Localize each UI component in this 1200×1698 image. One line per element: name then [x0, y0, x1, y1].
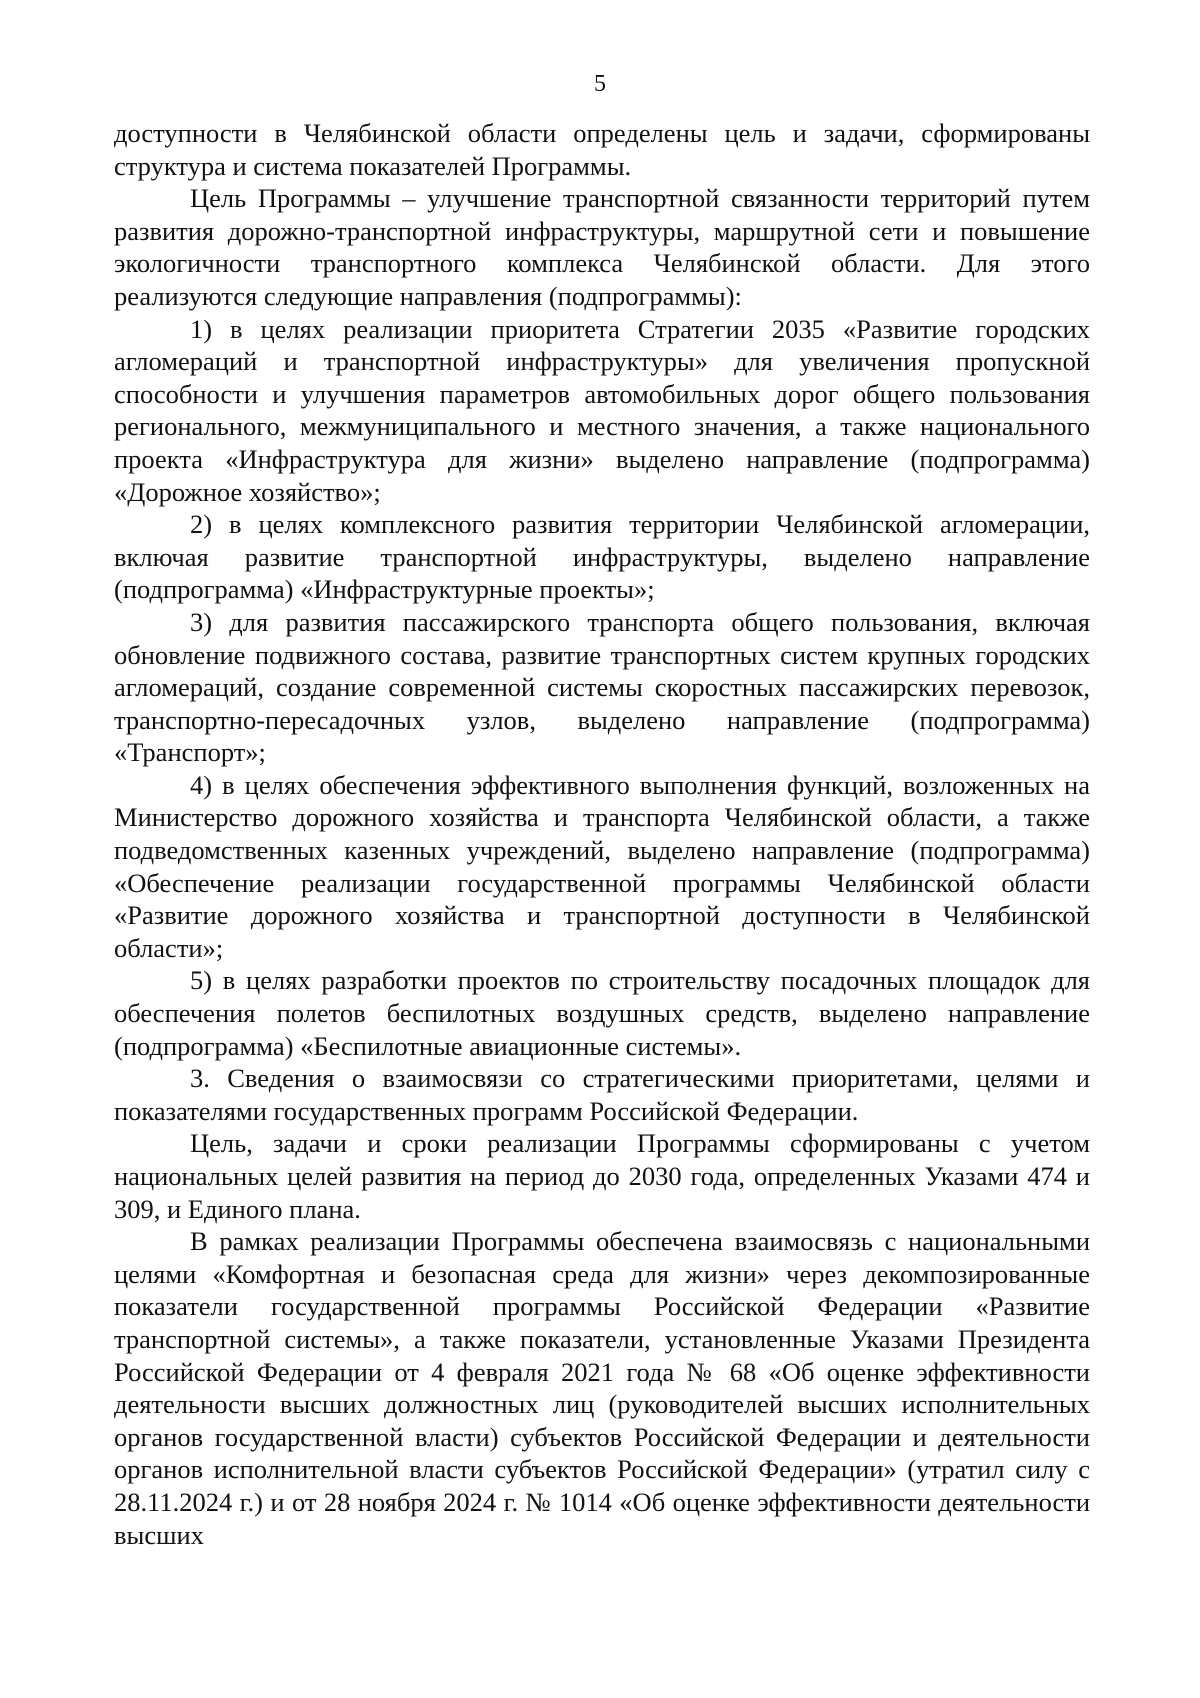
section-heading-strategic-priorities: 3. Сведения о взаимосвязи со стратегическими приоритетами, целями и показателями государственных программ Российской Федерации. — [114, 1063, 1090, 1126]
list-item-road-management: 1) в целях реализации приоритета Стратегии 2035 «Развитие городских агломераций и транспортной инфраструктуры» для увеличения пропускной способности и улучшения параметров автомобильных дорог общего пользования регионального, межмуниципального и местного значения, а также национального проекта «Инфраструктура для жизни» выделено направление (подпрограмма) «Дорожное хозяйство»; — [114, 313, 1090, 507]
list-item-infrastructure-projects: 2) в целях комплексного развития территории Челябинской агломерации, включая развитие транспортной инфраструктуры, выделено направление (подпрограмма) «Инфраструктурные проекты»; — [114, 509, 1090, 605]
document-body — [114, 117, 1090, 1551]
paragraph-program-goal: Цель Программы – улучшение транспортной связанности территорий путем развития дорожно-транспортной инфраструктуры, маршрутной сети и повышение экологичности транспортного комплекса Челябинской области. Для этого реализуются следующие направления (подпрограммы): — [114, 183, 1090, 311]
list-item-unmanned-aviation: 5) в целях разработки проектов по строительству посадочных площадок для обеспечения полетов беспилотных воздушных средств, выделено направление (подпрограмма) «Беспилотные авиационные системы». — [114, 965, 1090, 1061]
paragraph-national-goals: Цель, задачи и сроки реализации Программы сформированы с учетом национальных целей развития на период до 2030 года, определенных Указами 474 и 309, и Единого плана. — [114, 1128, 1090, 1224]
list-item-program-support: 4) в целях обеспечения эффективного выполнения функций, возложенных на Министерство дорожного хозяйства и транспорта Челябинской области, а также подведомственных казенных учреждений, выделено направление (подпрограмма) «Обеспечение реализации государственной программы Челябинской области «Развитие дорожного хозяйства и транспортной доступности в Челябинской области»; — [114, 769, 1090, 963]
list-item-transport: 3) для развития пассажирского транспорта общего пользования, включая обновление подвижного состава, развитие транспортных систем крупных городских агломераций, создание современной системы скоростных пассажирских перевозок, транспортно-пересадочных узлов, выделено направление (подпрограмма) «Транспорт»; — [114, 606, 1090, 768]
paragraph-continuation: доступности в Челябинской области определены цель и задачи, сформированы структура и система показателей Программы. — [114, 118, 1090, 181]
paragraph-interrelation: В рамках реализации Программы обеспечена взаимосвязь с национальными целями «Комфортная и безопасная среда для жизни» через декомпозированные показатели государственной программы Российской Федерации «Развитие транспортной системы», а также показатели, установленные Указами Президента Российской Федерации от 4 февраля 2021 года № 68 «Об оценке эффективности деятельности высших должностных лиц (руководителей высших исполнительных органов государственной власти) субъектов Российской Федерации и деятельности органов исполнительной власти субъектов Российской Федерации» (утратил силу с 28.11.2024 г.) и от 28 ноября 2024 г. № 1014 «Об оценке эффективности деятельности высших — [114, 1226, 1090, 1550]
page-number: 5 — [594, 71, 606, 97]
